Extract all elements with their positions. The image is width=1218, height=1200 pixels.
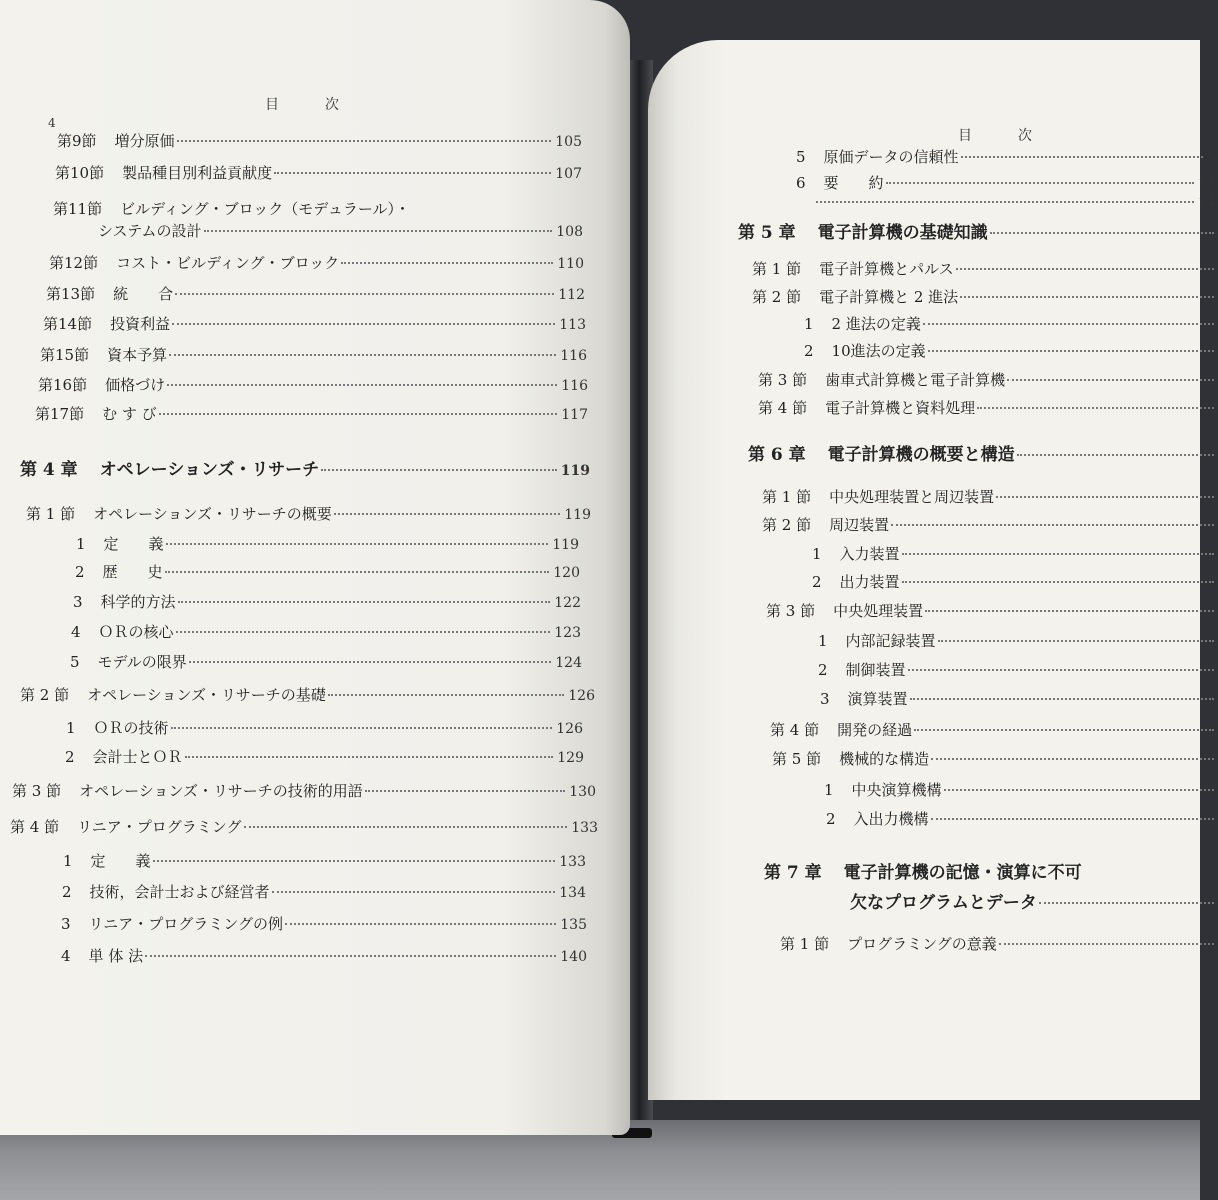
entry-number: 1 <box>66 719 76 737</box>
toc-subentry <box>796 172 1216 193</box>
dot-leader <box>931 818 1214 820</box>
entry-title: 単 体 法 <box>88 947 144 965</box>
toc-chapter <box>20 455 590 480</box>
entry-title: 中央処理装置 <box>833 602 924 620</box>
toc-subentry <box>812 571 1218 592</box>
toc-chapter <box>748 440 1218 465</box>
entry-title: オペレーションズ・リサーチの技術的用語 <box>79 782 363 800</box>
entry-number: 1 <box>76 535 86 553</box>
entry-page: 110 <box>557 256 584 272</box>
entry-page: 126 <box>556 721 583 737</box>
entry-title: 定 義 <box>103 535 164 553</box>
entry-number: 4 <box>61 947 71 965</box>
toc-entry <box>752 258 1218 279</box>
entry-title: 歯車式計算機と電子計算機 <box>825 371 1006 389</box>
dot-leader <box>274 172 551 174</box>
entry-number: 1 <box>804 315 814 333</box>
entry-title: 要 約 <box>823 174 884 192</box>
entry-title: システムの設計 <box>98 222 202 240</box>
toc-subentry <box>63 850 586 871</box>
entry-title: 投資利益 <box>110 315 171 333</box>
entry-title: 機械的な構造 <box>839 750 930 768</box>
dot-leader <box>165 571 550 573</box>
entry-number: 第 4 節 <box>758 399 808 417</box>
entry-page: 133 <box>559 854 586 870</box>
entry-title: 中央演算機構 <box>851 781 942 799</box>
toc-entry <box>55 162 582 183</box>
entry-number: 6 <box>796 174 806 192</box>
toc-subentry <box>71 621 581 642</box>
entry-title: モデルの限界 <box>97 653 187 671</box>
entry-title: プログラミングの意義 <box>847 935 997 953</box>
entry-number: 5 <box>70 653 80 671</box>
dot-leader <box>176 631 551 633</box>
chapter-number: 第 7 章 <box>764 863 822 883</box>
dot-leader <box>285 923 556 925</box>
dot-leader <box>153 860 556 862</box>
dot-leader <box>999 943 1214 945</box>
entry-title: 入力装置 <box>839 545 900 563</box>
dot-leader <box>328 694 565 696</box>
chapter-number: 第 6 章 <box>748 445 806 465</box>
entry-number: 第12節 <box>49 254 99 272</box>
entry-number: 第13節 <box>46 285 96 303</box>
entry-page: 133 <box>571 820 598 836</box>
dot-leader <box>1039 902 1214 904</box>
entry-title: 資本予算 <box>107 346 168 364</box>
running-head-left: 目 次 <box>265 97 340 113</box>
entry-number: 第 3 節 <box>766 602 816 620</box>
right-page <box>648 40 1216 1100</box>
toc-subentry <box>61 945 587 966</box>
entry-number: 2 <box>65 748 75 766</box>
entry-page: 124 <box>555 655 582 671</box>
entry-number: 第 1 節 <box>762 488 812 506</box>
dot-leader <box>902 553 1214 555</box>
toc-subentry <box>820 688 1218 709</box>
entry-title: 中央処理装置と周辺装置 <box>829 488 995 506</box>
dot-leader <box>334 513 561 515</box>
entry-page: 123 <box>554 625 581 641</box>
toc-entry <box>40 344 587 365</box>
entry-number: 第15節 <box>40 346 90 364</box>
entry-title: 出力装置 <box>839 573 900 591</box>
toc-subentry <box>61 913 587 934</box>
dot-leader <box>172 323 555 325</box>
entry-title: ＯＲの技術 <box>93 719 169 737</box>
entry-title: 10進法の定義 <box>831 342 926 360</box>
toc-subentry <box>826 808 1218 829</box>
toc-entry <box>780 933 1218 954</box>
entry-number: 第 1 節 <box>752 260 802 278</box>
entry-title: リニア・プログラミングの例 <box>88 915 283 933</box>
toc-entry <box>796 195 1216 211</box>
dot-leader <box>938 640 1214 642</box>
dot-leader <box>1007 379 1214 381</box>
toc-entry <box>38 374 588 395</box>
toc-subentry <box>62 881 586 902</box>
entry-number: 第17節 <box>35 405 85 423</box>
entry-title: 電子計算機と資料処理 <box>825 399 976 417</box>
toc-subentry <box>804 340 1218 361</box>
entry-page: 120 <box>553 565 580 581</box>
entry-number: 第10節 <box>55 164 105 182</box>
dot-leader <box>175 293 554 295</box>
toc-entry <box>762 486 1218 507</box>
toc-subentry <box>75 561 580 582</box>
entry-page: 126 <box>568 688 595 704</box>
entry-number: 1 <box>818 632 828 650</box>
entry-number: 2 <box>62 883 72 901</box>
toc-entry <box>26 503 591 524</box>
dot-leader <box>321 469 557 471</box>
entry-title: 技術，会計士および経営者 <box>89 883 270 901</box>
toc-subentry <box>66 717 583 738</box>
entry-number: 第 2 節 <box>20 686 70 704</box>
dot-leader <box>956 268 1214 270</box>
entry-number: 5 <box>796 148 806 166</box>
dot-leader <box>996 496 1214 498</box>
dot-leader <box>145 955 556 957</box>
dot-leader <box>908 669 1214 671</box>
dot-leader <box>178 601 551 603</box>
entry-page: 116 <box>561 378 588 394</box>
entry-number: 2 <box>818 661 828 679</box>
entry-title: 入出力機構 <box>853 810 929 828</box>
left-page <box>0 0 630 1135</box>
entry-title: 電子計算機とパルス <box>819 260 954 278</box>
dot-leader <box>365 790 566 792</box>
toc-subentry <box>65 746 584 767</box>
entry-title: オペレーションズ・リサーチの概要 <box>93 505 332 523</box>
entry-page: 134 <box>559 885 586 901</box>
dot-leader <box>1017 454 1214 456</box>
entry-number: 第 1 節 <box>780 935 830 953</box>
toc-entry <box>770 719 1218 740</box>
toc-entry <box>758 397 1218 418</box>
entry-title: 周辺装置 <box>829 516 890 534</box>
entry-title: ＯＲの核心 <box>98 623 174 641</box>
entry-number: 2 <box>804 342 814 360</box>
toc-subentry <box>812 543 1218 564</box>
entry-number: 1 <box>63 852 73 870</box>
toc-entry <box>762 514 1218 535</box>
entry-page: 130 <box>569 784 596 800</box>
dot-leader <box>177 140 552 142</box>
dot-leader <box>272 891 556 893</box>
dot-leader <box>816 201 1194 203</box>
entry-title: 会計士とＯＲ <box>92 748 183 766</box>
toc-entry <box>772 748 1218 769</box>
dot-leader <box>185 756 554 758</box>
entry-page: 108 <box>556 224 583 240</box>
dot-leader <box>928 350 1214 352</box>
entry-number: 第 4 節 <box>10 818 60 836</box>
dot-leader <box>960 296 1214 298</box>
toc-chapter <box>764 858 1218 883</box>
dot-leader <box>159 413 558 415</box>
entry-title: コスト・ビルディング・ブロック <box>116 254 340 272</box>
entry-page: 116 <box>560 348 587 364</box>
dot-leader <box>891 524 1214 526</box>
entry-number: 第16節 <box>38 376 88 394</box>
entry-number: 3 <box>820 690 830 708</box>
entry-number: 1 <box>824 781 834 799</box>
entry-number: 第 2 節 <box>752 288 802 306</box>
entry-page: 119 <box>552 537 579 553</box>
chapter-title: 電子計算機の概要と構造 <box>827 445 1015 465</box>
entry-number: 第9節 <box>57 132 97 150</box>
toc-subentry <box>70 651 582 672</box>
toc-entry <box>758 369 1218 390</box>
dot-leader <box>341 262 553 264</box>
chapter-number: 第 4 章 <box>20 460 78 480</box>
running-head-right: 目 次 <box>958 128 1033 144</box>
entry-number: 2 <box>826 810 836 828</box>
toc-entry <box>49 252 584 273</box>
entry-number: 第11節 <box>53 200 103 218</box>
entry-title: 電子計算機と 2 進法 <box>819 288 959 306</box>
dot-leader <box>189 661 551 663</box>
entry-title: 増分原価 <box>114 132 175 150</box>
toc-entry <box>10 816 598 837</box>
toc-chapter-continued <box>828 888 1218 913</box>
entry-number: 3 <box>61 915 71 933</box>
entry-page: 105 <box>555 134 582 150</box>
dot-leader <box>925 610 1214 612</box>
dot-leader <box>902 581 1214 583</box>
chapter-title: 電子計算機の記憶・演算に不可 <box>843 863 1082 883</box>
entry-title: 演算装置 <box>847 690 908 708</box>
entry-title: リニア・プログラミング <box>77 818 242 836</box>
entry-page: 5 <box>1207 150 1216 166</box>
dot-leader <box>977 407 1214 409</box>
entry-title: 原価データの信頼性 <box>823 148 959 166</box>
toc-subentry <box>818 630 1218 651</box>
entry-number: 第 5 節 <box>772 750 822 768</box>
toc-subentry <box>796 146 1216 167</box>
entry-title: 統 合 <box>113 285 174 303</box>
dot-leader <box>244 826 568 828</box>
chapter-title: 欠なプログラムとデータ <box>850 893 1037 913</box>
entry-title: ビルディング・ブロック（モデュラール）・ <box>120 200 411 218</box>
toc-entry <box>752 286 1218 307</box>
toc-entry <box>46 283 585 304</box>
toc-entry <box>43 313 586 334</box>
dot-leader <box>171 727 553 729</box>
toc-entry <box>20 684 595 705</box>
dot-leader <box>886 182 1195 184</box>
entry-number: 2 <box>75 563 85 581</box>
entry-page: 113 <box>559 317 586 333</box>
entry-number: 第 2 節 <box>762 516 812 534</box>
dot-leader <box>169 354 556 356</box>
entry-page: 14 <box>1198 195 1216 211</box>
dot-leader <box>990 232 1214 234</box>
entry-number: 4 <box>71 623 81 641</box>
entry-number: 第 4 節 <box>770 721 820 739</box>
dot-leader <box>914 729 1214 731</box>
entry-title: 開発の経過 <box>837 721 913 739</box>
toc-subentry <box>76 533 579 554</box>
dot-leader <box>167 384 557 386</box>
toc-subentry <box>73 591 581 612</box>
entry-page: 107 <box>555 166 582 182</box>
entry-page: 122 <box>554 595 581 611</box>
entry-number: 1 <box>812 545 822 563</box>
toc-entry <box>53 198 473 219</box>
dot-leader <box>166 543 549 545</box>
entry-page: 129 <box>557 750 584 766</box>
dot-leader <box>961 156 1204 158</box>
entry-number: 2 <box>812 573 822 591</box>
dot-leader <box>944 789 1214 791</box>
toc-entry <box>35 403 588 424</box>
dot-leader <box>923 323 1214 325</box>
entry-title: む す び <box>102 405 157 423</box>
chapter-title: 電子計算機の基礎知識 <box>817 223 988 243</box>
page-mark: 4 <box>48 116 56 130</box>
toc-entry <box>57 130 582 151</box>
dot-leader <box>910 698 1214 700</box>
entry-page: 140 <box>560 949 587 965</box>
toc-subentry <box>804 313 1218 334</box>
toc-entry <box>12 780 596 801</box>
entry-title: 定 義 <box>90 852 151 870</box>
chapter-number: 第 5 章 <box>738 223 796 243</box>
entry-page: 112 <box>558 287 585 303</box>
toc-entry <box>766 600 1218 621</box>
entry-page: 135 <box>560 917 587 933</box>
dot-leader <box>931 758 1214 760</box>
toc-chapter <box>738 218 1218 243</box>
entry-number: 第 3 節 <box>12 782 62 800</box>
entry-title: 歴 史 <box>102 563 163 581</box>
entry-number: 3 <box>73 593 83 611</box>
entry-title: 価格づけ <box>105 376 166 394</box>
entry-page: 117 <box>561 407 588 423</box>
entry-page: 119 <box>564 507 591 523</box>
entry-title: 2 進法の定義 <box>831 315 921 333</box>
entry-title: 製品種目別利益貢献度 <box>122 164 273 182</box>
entry-title: 内部記録装置 <box>845 632 936 650</box>
entry-number: 第 1 節 <box>26 505 76 523</box>
entry-page: 119 <box>560 463 590 479</box>
toc-entry <box>80 220 583 241</box>
toc-subentry <box>818 659 1218 680</box>
entry-title: 科学的方法 <box>100 593 176 611</box>
toc-subentry <box>824 779 1218 800</box>
entry-number: 第 3 節 <box>758 371 808 389</box>
entry-title: 制御装置 <box>845 661 906 679</box>
entry-title: オペレーションズ・リサーチの基礎 <box>87 686 326 704</box>
entry-number: 第14節 <box>43 315 93 333</box>
entry-page: 14 <box>1198 176 1216 192</box>
chapter-title: オペレーションズ・リサーチ <box>99 460 320 480</box>
dot-leader <box>204 230 553 232</box>
